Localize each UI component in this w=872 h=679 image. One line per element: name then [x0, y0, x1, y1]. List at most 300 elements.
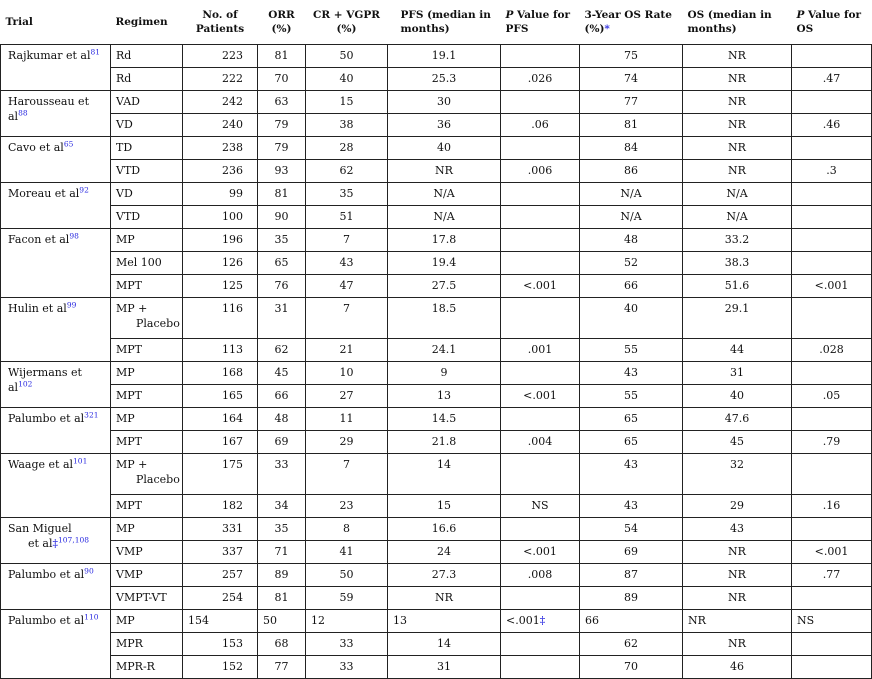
regimen-cell [111, 431, 183, 454]
p-pfs-cell [501, 454, 580, 495]
header-os: OS (median in months) [683, 0, 792, 45]
crvgpr-cell [306, 431, 388, 454]
os3: 43 [624, 366, 638, 379]
header-orr: ORR (%) [258, 0, 306, 45]
pfs: 13 [437, 389, 451, 402]
header-patients: No. of Patients [183, 0, 258, 45]
trial-name: Hulin et al [8, 302, 67, 315]
regimen-cell [111, 298, 183, 339]
regimen-cell [111, 137, 183, 160]
trial-name: Facon et al [8, 233, 70, 246]
trial-reference[interactable]: 92 [79, 185, 89, 195]
os3-cell [580, 495, 683, 518]
pfs-cell [388, 160, 501, 183]
patients-cell [183, 587, 258, 610]
os3: 70 [624, 660, 638, 673]
trial-cell [1, 362, 111, 408]
patients-cell [183, 610, 258, 633]
orr-cell [258, 495, 306, 518]
pfs: 16.6 [431, 522, 457, 535]
trial-reference[interactable]: 98 [69, 231, 79, 241]
regimen: VTD [116, 210, 141, 223]
pfs-cell [388, 385, 501, 408]
table-row [1, 633, 872, 656]
os: NR [728, 118, 746, 131]
os3-cell [580, 656, 683, 679]
trial-reference[interactable]: 88 [18, 108, 28, 118]
os: 43 [730, 522, 744, 535]
p-pfs-cell [501, 518, 580, 541]
crvgpr-cell [306, 454, 388, 495]
trial-reference[interactable]: 81 [90, 47, 101, 57]
regimen: VD [116, 118, 133, 131]
regimen: MPT [116, 343, 143, 356]
trial-reference[interactable]: 90 [84, 566, 94, 576]
p-pfs-cell [501, 362, 580, 385]
orr: 34 [274, 499, 289, 512]
os-cell [683, 91, 792, 114]
regimen: VD [116, 187, 133, 200]
os3: 43 [624, 499, 638, 512]
p-pfs-cell [501, 91, 580, 114]
pfs: 27.3 [431, 568, 457, 581]
crvgpr: 50 [339, 49, 354, 62]
regimen: MP + [116, 458, 148, 471]
crvgpr-cell [306, 68, 388, 91]
trial-name: Harousseau et al [8, 95, 89, 123]
orr: 79 [274, 141, 289, 154]
pfs: N/A [433, 210, 455, 223]
p-os-cell [792, 431, 872, 454]
header-p-os-label: Value for OS [796, 9, 862, 35]
pfs: 18.5 [431, 302, 457, 315]
p-pfs: .06 [531, 118, 549, 131]
crvgpr: 8 [343, 522, 350, 535]
pfs-cell [388, 362, 501, 385]
patients-cell [183, 137, 258, 160]
pfs-cell [388, 587, 501, 610]
pfs-cell [388, 454, 501, 495]
os3-cell [580, 518, 683, 541]
os3: 86 [624, 164, 638, 177]
patients: 257 [222, 568, 243, 581]
os3: 55 [624, 389, 638, 402]
p-pfs: <.001 [523, 545, 557, 558]
trial-cell [1, 137, 111, 183]
header-p-os [792, 0, 872, 45]
crvgpr: 23 [339, 499, 354, 512]
orr: 77 [274, 660, 289, 673]
patients: 126 [222, 256, 243, 269]
crvgpr-cell [306, 339, 388, 362]
table-row [1, 45, 872, 68]
crvgpr: 27 [339, 389, 354, 402]
header-pfs [388, 0, 501, 45]
regimen: Mel 100 [116, 256, 162, 269]
pfs-cell [388, 91, 501, 114]
p-os-cell [792, 633, 872, 656]
trial-reference[interactable]: 101 [73, 456, 88, 466]
patients-cell [183, 656, 258, 679]
trial-cell [1, 91, 111, 137]
os-cell [683, 633, 792, 656]
os: N/A [726, 187, 748, 200]
orr-cell [258, 633, 306, 656]
crvgpr: 40 [339, 72, 354, 85]
header-row [1, 0, 872, 45]
regimen: VMPT-VT [116, 591, 167, 604]
regimen: MP [116, 522, 135, 535]
os3-cell [580, 362, 683, 385]
p-os-cell [792, 137, 872, 160]
orr-cell [258, 206, 306, 229]
pfs-cell [388, 633, 501, 656]
patients-cell [183, 91, 258, 114]
orr-cell [258, 454, 306, 495]
pfs: 14 [437, 458, 451, 471]
os: 40 [730, 389, 744, 402]
p-pfs: NS [531, 499, 549, 512]
os: 29.1 [724, 302, 750, 315]
p-os-cell [792, 339, 872, 362]
patients-cell [183, 68, 258, 91]
p-pfs-cell [501, 275, 580, 298]
regimen-cell [111, 408, 183, 431]
orr-cell [258, 160, 306, 183]
os3: 69 [624, 545, 638, 558]
p-os-cell [792, 160, 872, 183]
trial-cell [1, 45, 111, 91]
orr: 31 [274, 302, 289, 315]
crvgpr-cell [306, 610, 388, 633]
header-p-pfs-label: Value for PFS [505, 9, 571, 35]
pfs: 21.8 [431, 435, 457, 448]
trial-name-cont [8, 536, 105, 551]
crvgpr-cell [306, 587, 388, 610]
patients-cell [183, 298, 258, 339]
regimen-cont: Placebo [136, 473, 180, 486]
regimen-cell [111, 68, 183, 91]
table-body [1, 45, 872, 679]
patients-cell [183, 385, 258, 408]
header-p-pfs [501, 0, 580, 45]
pfs: 24.1 [431, 343, 457, 356]
p-pfs: .008 [527, 568, 553, 581]
trial-footnote-mark[interactable]: ‡ [52, 537, 59, 550]
os: 51.6 [724, 279, 750, 292]
crvgpr: 47 [339, 279, 354, 292]
trial-reference[interactable]: 102 [18, 379, 33, 389]
p-pfs-cell [501, 298, 580, 339]
os-cell [683, 431, 792, 454]
p-os: NS [797, 614, 815, 627]
os3: 55 [624, 343, 638, 356]
orr-cell [258, 518, 306, 541]
orr: 66 [274, 389, 289, 402]
regimen-cell [111, 252, 183, 275]
crvgpr: 12 [311, 614, 325, 627]
os3-cell [580, 564, 683, 587]
p-os-cell [792, 298, 872, 339]
os-cell [683, 68, 792, 91]
os3-cell [580, 587, 683, 610]
crvgpr: 7 [343, 233, 350, 246]
os-cell [683, 45, 792, 68]
p-os-cell [792, 68, 872, 91]
crvgpr: 35 [339, 187, 354, 200]
trial-name: Wijermans et al [8, 366, 82, 394]
os: 32 [730, 458, 744, 471]
os3: N/A [620, 210, 642, 223]
trial-reference[interactable]: 107,108 [58, 535, 90, 545]
pfs: 30 [437, 95, 451, 108]
regimen: MP [116, 614, 135, 627]
os3-cell [580, 610, 683, 633]
orr: 70 [274, 72, 289, 85]
orr-cell [258, 252, 306, 275]
p-pfs: <.001 [523, 279, 557, 292]
crvgpr-cell [306, 275, 388, 298]
regimen-cell [111, 385, 183, 408]
table-row [1, 91, 872, 114]
patients-cell [183, 431, 258, 454]
orr-cell [258, 541, 306, 564]
p-pfs-cell [501, 229, 580, 252]
pfs-cell [388, 656, 501, 679]
p-os-cell [792, 45, 872, 68]
crvgpr-cell [306, 160, 388, 183]
os3: 77 [624, 95, 638, 108]
p-pfs-cell [501, 633, 580, 656]
table-row [1, 206, 872, 229]
orr: 62 [274, 343, 289, 356]
crvgpr-cell [306, 298, 388, 339]
os3-cell [580, 206, 683, 229]
os-cell [683, 298, 792, 339]
pfs: 27.5 [431, 279, 457, 292]
crvgpr-cell [306, 495, 388, 518]
table-row [1, 298, 872, 339]
patients: 242 [222, 95, 243, 108]
header-p-os-italic: P [796, 9, 805, 21]
patients: 222 [222, 72, 243, 85]
os: NR [728, 141, 746, 154]
p-pfs-cell [501, 160, 580, 183]
os3-cell [580, 68, 683, 91]
os3-cell [580, 385, 683, 408]
trial-name: Rajkumar et al [8, 49, 91, 62]
p-os-cell [792, 541, 872, 564]
p-pfs-cell [501, 610, 580, 633]
header-os3-label: 3-Year OS Rate (%) [584, 9, 672, 35]
os-cell [683, 454, 792, 495]
trial-reference[interactable]: 110 [84, 612, 99, 622]
patients: 175 [222, 458, 243, 471]
patients-cell [183, 408, 258, 431]
orr-cell [258, 275, 306, 298]
p-pfs: <.001 [523, 389, 557, 402]
patients: 196 [222, 233, 243, 246]
pfs-cell [388, 541, 501, 564]
pfs: NR [435, 591, 453, 604]
os3: 43 [624, 458, 638, 471]
pfs-cell [388, 229, 501, 252]
p-os-cell [792, 454, 872, 495]
os-cell [683, 587, 792, 610]
pfs: 40 [437, 141, 451, 154]
crvgpr-cell [306, 362, 388, 385]
orr-cell [258, 408, 306, 431]
os-cell [683, 656, 792, 679]
os-cell [683, 229, 792, 252]
p-os: .3 [826, 164, 837, 177]
p-pfs-cell [501, 385, 580, 408]
patients: 152 [222, 660, 243, 673]
crvgpr-cell [306, 564, 388, 587]
trial-reference[interactable]: 65 [63, 139, 74, 149]
p-os: .028 [819, 343, 844, 356]
table-row [1, 137, 872, 160]
patients: 116 [222, 302, 243, 315]
patients-cell [183, 564, 258, 587]
crvgpr: 33 [339, 637, 354, 650]
pfs: 25.3 [431, 72, 457, 85]
crvgpr: 59 [339, 591, 354, 604]
orr: 35 [274, 233, 289, 246]
os: NR [728, 591, 746, 604]
patients-cell [183, 252, 258, 275]
orr: 48 [274, 412, 289, 425]
os: 38.3 [724, 256, 750, 269]
orr-cell [258, 610, 306, 633]
patients-cell [183, 114, 258, 137]
p-pfs-cell [501, 206, 580, 229]
crvgpr: 43 [339, 256, 354, 269]
header-os3-footnote[interactable]: * [604, 23, 610, 35]
p-os-cell [792, 252, 872, 275]
crvgpr: 11 [339, 412, 354, 425]
trial-reference[interactable]: 321 [84, 410, 99, 420]
regimen-cell [111, 633, 183, 656]
pfs-cell [388, 431, 501, 454]
patients: 182 [222, 499, 243, 512]
p-os: .16 [822, 499, 841, 512]
p-pfs-cell [501, 495, 580, 518]
crvgpr-cell [306, 385, 388, 408]
pfs: 14 [437, 637, 451, 650]
os3-cell [580, 114, 683, 137]
os: NR [728, 164, 746, 177]
regimen-cell [111, 610, 183, 633]
patients-cell [183, 45, 258, 68]
os3: 75 [624, 49, 638, 62]
p-os: .46 [822, 118, 841, 131]
pfs-cell [388, 564, 501, 587]
patients-cell [183, 183, 258, 206]
table-row [1, 431, 872, 454]
crvgpr-cell [306, 633, 388, 656]
p-pfs-cell [501, 656, 580, 679]
p-pfs-cell [501, 587, 580, 610]
pfs-cell [388, 298, 501, 339]
header-p-pfs-italic: P [505, 9, 514, 21]
trial-reference[interactable]: 99 [66, 300, 77, 310]
crvgpr: 51 [339, 210, 354, 223]
orr-cell [258, 656, 306, 679]
os-cell [683, 183, 792, 206]
trial-name: Moreau et al [8, 187, 80, 200]
patients: 240 [222, 118, 243, 131]
os-cell [683, 495, 792, 518]
table-row [1, 160, 872, 183]
p-os-cell [792, 229, 872, 252]
patients: 165 [222, 389, 243, 402]
trial-name-2: et al [28, 537, 53, 550]
p-pfs-cell [501, 114, 580, 137]
regimen-cell [111, 160, 183, 183]
trial-cell [1, 229, 111, 298]
regimen: MP [116, 366, 135, 379]
pfs: 15 [437, 499, 451, 512]
header-pfs-label: PFS (median in months) [400, 9, 491, 35]
p-pfs-cell [501, 252, 580, 275]
os3-cell [580, 160, 683, 183]
p-os: <.001 [814, 545, 849, 558]
patients: 99 [229, 187, 243, 200]
pfs-cell [388, 114, 501, 137]
crvgpr-cell [306, 656, 388, 679]
orr: 69 [274, 435, 289, 448]
pfs: 31 [437, 660, 451, 673]
crvgpr: 29 [339, 435, 354, 448]
p-os-cell [792, 206, 872, 229]
os3-cell [580, 137, 683, 160]
os3: 66 [585, 614, 599, 627]
patients: 236 [222, 164, 243, 177]
p-pfs-cell [501, 137, 580, 160]
pfs: 24 [437, 545, 451, 558]
os3-cell [580, 408, 683, 431]
regimen-cell [111, 91, 183, 114]
os3-cell [580, 252, 683, 275]
os3: 62 [624, 637, 638, 650]
table-row [1, 587, 872, 610]
patients-cell [183, 362, 258, 385]
p-os: .05 [822, 389, 841, 402]
os3-cell [580, 633, 683, 656]
os: NR [728, 95, 746, 108]
os3-cell [580, 298, 683, 339]
crvgpr: 62 [339, 164, 354, 177]
orr: 45 [274, 366, 289, 379]
p-os-cell [792, 385, 872, 408]
crvgpr: 33 [339, 660, 354, 673]
regimen-cell [111, 229, 183, 252]
p-os-cell [792, 518, 872, 541]
patients-cell [183, 633, 258, 656]
os3: 81 [624, 118, 638, 131]
trial-cell [1, 518, 111, 564]
regimen: VMP [116, 545, 143, 558]
trial-cell [1, 183, 111, 229]
orr-cell [258, 587, 306, 610]
orr-cell [258, 298, 306, 339]
orr-cell [258, 68, 306, 91]
orr: 65 [274, 256, 289, 269]
footnote-mark[interactable]: ‡ [539, 614, 546, 627]
p-os-cell [792, 610, 872, 633]
pfs: 14.5 [431, 412, 457, 425]
